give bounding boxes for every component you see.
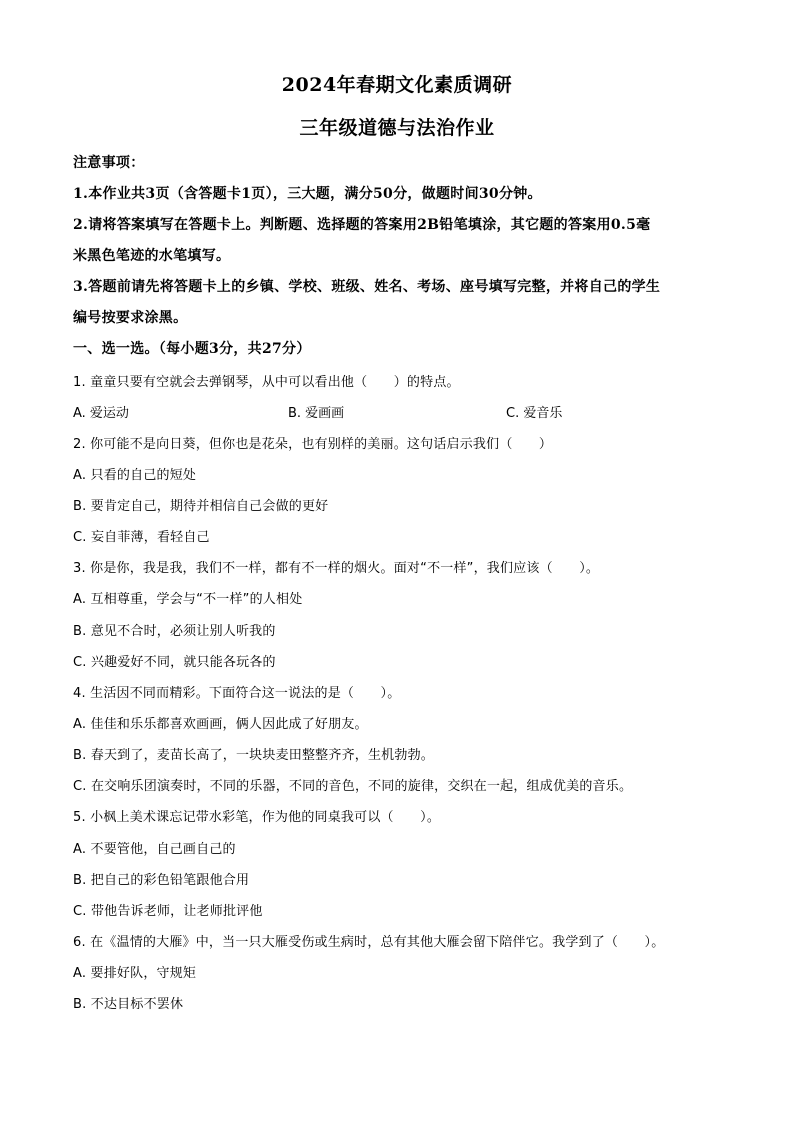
- question-5-option-c: C. 带他告诉老师，让老师批评他: [73, 904, 263, 919]
- question-3-option-a: A. 互相尊重，学会与“不一样”的人相处: [73, 592, 303, 607]
- question-2-option-b: B. 要肯定自己，期待并相信自己会做的更好: [73, 499, 329, 514]
- question-6-stem: 6. 在《温情的大雁》中，当一只大雁受伤或生病时，总有其他大雁会留下陪伴它。我学到了（ ）。: [73, 935, 665, 950]
- note-2-line-2: 米黑色笔迹的水笔填写。: [73, 248, 231, 264]
- option-c: C. 爱音乐: [506, 406, 563, 421]
- question-3-option-c: C. 兴趣爱好不同，就只能各玩各的: [73, 655, 276, 670]
- question-6-option-b: B. 不达目标不罢休: [73, 997, 184, 1012]
- note-3-line-2: 编号按要求涂黑。: [73, 310, 188, 326]
- question-4-option-a: A. 佳佳和乐乐都喜欢画画，俩人因此成了好朋友。: [73, 717, 368, 732]
- question-2-option-a: A. 只看的自己的短处: [73, 468, 197, 483]
- exam-subtitle: 三年级道德与法治作业: [299, 117, 495, 139]
- question-6-option-a: A. 要排好队，守规矩: [73, 966, 197, 981]
- option-a: A. 爱运动: [73, 406, 129, 421]
- question-3-stem: 3. 你是你，我是我，我们不一样，都有不一样的烟火。面对“不一样”，我们应该（ ）。: [73, 561, 600, 576]
- question-1-stem: 1. 童童只要有空就会去弹钢琴，从中可以看出他（ ）的特点。: [73, 375, 460, 390]
- question-5-stem: 5. 小枫上美术课忘记带水彩笔，作为他的同桌我可以（ ）。: [73, 810, 441, 825]
- question-2-option-c: C. 妄自菲薄，看轻自己: [73, 530, 210, 545]
- exam-title: 2024年春期文化素质调研: [281, 74, 513, 96]
- note-3-line-1: 3.答题前请先将答题卡上的乡镇、学校、班级、姓名、考场、座号填写完整，并将自己的学生: [73, 279, 661, 295]
- note-1: 1.本作业共3页（含答题卡1页），三大题，满分50分，做题时间30分钟。: [73, 186, 542, 202]
- notes-heading: 注意事项：: [73, 155, 145, 171]
- option-b: B. 爱画画: [288, 406, 345, 421]
- question-3-option-b: B. 意见不合时，必须让别人听我的: [73, 624, 276, 639]
- note-2-line-1: 2.请将答案填写在答题卡上。判断题、选择题的答案用2B铅笔填涂，其它题的答案用0.5毫: [73, 217, 651, 233]
- question-5-option-b: B. 把自己的彩色铅笔跟他合用: [73, 873, 250, 888]
- question-4-stem: 4. 生活因不同而精彩。下面符合这一说法的是（ ）。: [73, 686, 401, 701]
- question-4-option-b: B. 春天到了，麦苗长高了，一块块麦田整整齐齐，生机勃勃。: [73, 748, 434, 763]
- question-5-option-a: A. 不要管他，自己画自己的: [73, 842, 236, 857]
- question-4-option-c: C. 在交响乐团演奏时，不同的乐器，不同的音色，不同的旋律，交织在一起，组成优美的音乐。: [73, 779, 633, 794]
- question-2-stem: 2. 你可能不是向日葵，但你也是花朵，也有别样的美丽。这句话启示我们（ ）: [73, 437, 553, 452]
- section-1-heading: 一、选一选。（每小题3分，共27分）: [73, 341, 311, 357]
